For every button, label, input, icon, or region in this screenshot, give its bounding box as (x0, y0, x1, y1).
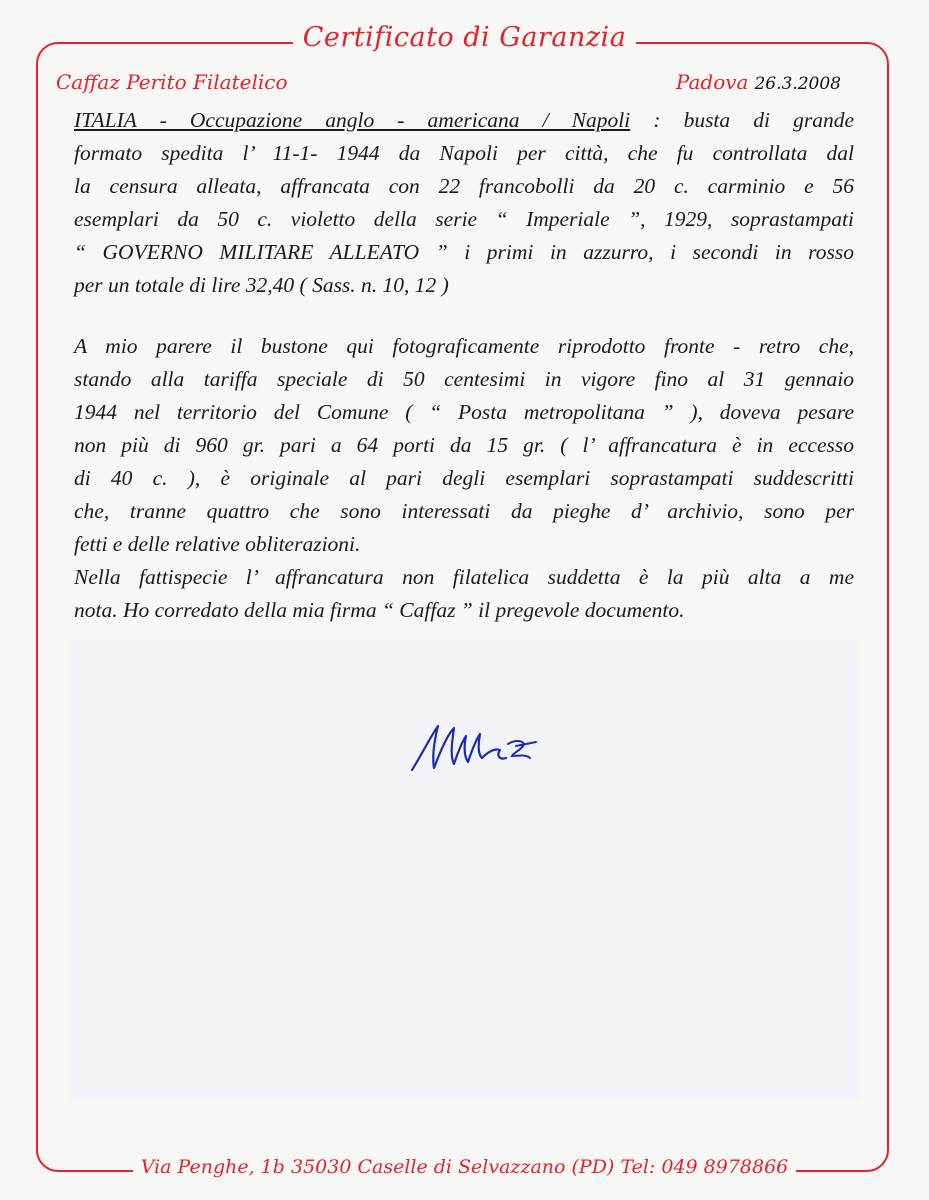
paragraph-1-line-6: per un totale di lire 32,40 ( Sass. n. 10, 12 ) (74, 273, 449, 297)
city: Padova (675, 70, 749, 94)
place-date (676, 70, 841, 94)
paragraph-gap (74, 302, 854, 330)
paragraph-2-line-2: stando alla tariffa speciale di 50 centesimi in vigore fino al 31 gennaio (74, 367, 854, 391)
paragraph-1-line-1 (74, 104, 854, 137)
paragraph-1-line-3: la censura alleata, affrancata con 22 francobolli da 20 c. carminio e 56 (74, 174, 854, 198)
paragraph-2-line-9: nota. Ho corredato della mia firma “ Caffaz ” il pregevole documento. (74, 598, 685, 622)
paragraph-2-line-5: di 40 c. ), è originale al pari degli esemplari soprastampati suddescritti (74, 466, 854, 490)
paragraph-2-line-8: Nella fattispecie l’ affrancatura non filatelica suddetta è la più alta a me (74, 565, 854, 589)
title-bar (0, 22, 929, 53)
subject-heading: ITALIA - Occupazione anglo - americana / Napoli (74, 108, 631, 132)
paragraph-1-line-4: esemplari da 50 c. violetto della serie “ Imperiale ”, 1929, soprastampati (74, 207, 854, 231)
paragraph-2-line-3: 1944 nel territorio del Comune ( “ Posta metropolitana ” ), doveva pesare (74, 400, 854, 424)
footer-bar (0, 1156, 929, 1178)
paragraph-1-line-5: “ GOVERNO MILITARE ALLEATO ” i primi in azzurro, i secondi in rosso (74, 240, 854, 264)
subject-heading-rest: : busta di grande (653, 108, 854, 132)
certificate-body (74, 104, 854, 627)
certificate-title: Certificato di Garanzia (293, 22, 637, 53)
paragraph-1-line-2: formato spedita l’ 11-1- 1944 da Napoli per città, che fu controllata dal (74, 141, 854, 165)
paragraph-2-line-1: A mio parere il bustone qui fotograficamente riprodotto fronte - retro che, (74, 334, 854, 358)
paragraph-2-line-7: fetti e delle relative obliterazioni. (74, 532, 361, 556)
issuer-name: Caffaz Perito Filatelico (56, 70, 288, 94)
signature (404, 712, 554, 792)
footer-address: Via Penghe, 1b 35030 Caselle di Selvazzano (PD) Tel: 049 8978866 (133, 1156, 797, 1178)
date: 26.3.2008 (754, 74, 841, 94)
paragraph-2-line-6: che, tranne quattro che sono interessati da pieghe d’ archivio, sono per (74, 499, 854, 523)
paragraph-2-line-4: non più di 960 gr. pari a 64 porti da 15 gr. ( l’ affrancatura è in eccesso (74, 433, 854, 457)
